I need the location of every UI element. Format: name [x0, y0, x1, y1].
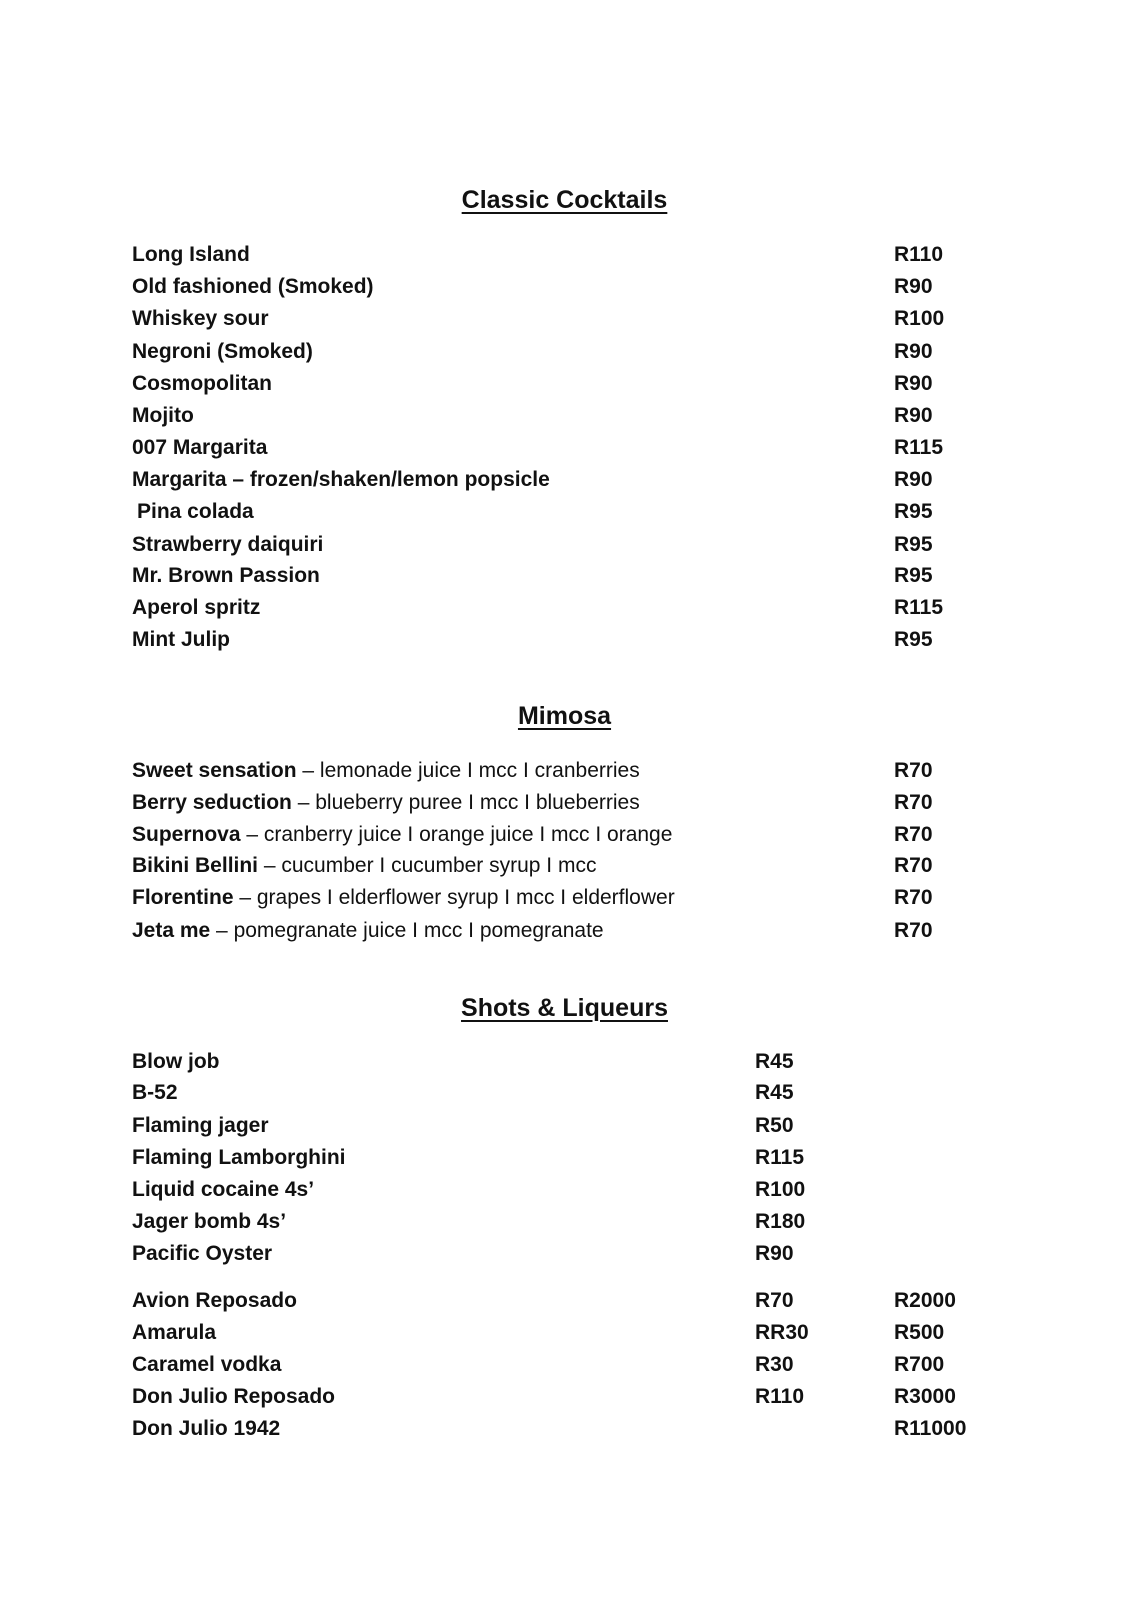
section-heading-classic-cocktails: Classic Cocktails	[461, 186, 668, 214]
item-name: Negroni (Smoked)	[132, 340, 313, 363]
list-item	[132, 433, 1012, 463]
shot-price: R45	[755, 1081, 794, 1104]
list-item	[132, 1175, 1012, 1205]
item-price: R95	[894, 564, 933, 587]
item-price: R95	[894, 533, 933, 556]
item-name-with-description	[132, 883, 675, 913]
list-item	[132, 401, 1012, 431]
item-name-with-description	[132, 851, 596, 881]
item-price: R70	[894, 759, 933, 782]
item-name: Mint Julip	[132, 628, 230, 651]
item-name: Sweet sensation	[132, 759, 297, 782]
item-name: Jager bomb 4s’	[132, 1210, 287, 1233]
item-name: Cosmopolitan	[132, 372, 272, 395]
item-name: 007 Margarita	[132, 436, 268, 459]
item-price: R70	[894, 886, 933, 909]
shot-price: R70	[755, 1289, 794, 1312]
item-price: R70	[894, 919, 933, 942]
item-name: Pacific Oyster	[132, 1242, 273, 1265]
list-item	[132, 272, 1012, 302]
list-item	[132, 1047, 1012, 1077]
list-item	[132, 820, 1012, 850]
bottle-price: R3000	[894, 1385, 956, 1408]
item-name: Don Julio Reposado	[132, 1385, 336, 1408]
item-description: – pomegranate juice I mcc I pomegranate	[210, 919, 604, 942]
shot-price: R30	[755, 1353, 794, 1376]
item-price: R115	[894, 596, 944, 619]
bottle-price: R11000	[894, 1417, 967, 1440]
list-item	[132, 593, 1012, 623]
item-price: R90	[894, 468, 933, 491]
section-heading-mimosa: Mimosa	[517, 702, 612, 730]
list-item	[132, 530, 1012, 560]
item-price: R70	[894, 854, 933, 877]
item-name: Caramel vodka	[132, 1353, 282, 1376]
item-name: Flaming jager	[132, 1114, 269, 1137]
item-name: Berry seduction	[132, 791, 292, 814]
item-price: R70	[894, 791, 933, 814]
bottle-price: R500	[894, 1321, 945, 1344]
bottle-price: R2000	[894, 1289, 956, 1312]
item-name: Margarita – frozen/shaken/lemon popsicle	[132, 468, 550, 491]
item-name: Old fashioned (Smoked)	[132, 275, 374, 298]
item-description: – grapes I elderflower syrup I mcc I elderflower	[233, 886, 675, 909]
item-name: Florentine	[132, 886, 234, 909]
list-item	[132, 1207, 1012, 1237]
item-name-with-description	[132, 756, 640, 786]
item-price: R110	[894, 243, 944, 266]
item-name: Mojito	[132, 404, 194, 427]
shot-price: R45	[755, 1050, 794, 1073]
list-item	[132, 240, 1012, 270]
list-item	[132, 1111, 1012, 1141]
item-name-with-description	[132, 788, 640, 818]
list-item	[132, 497, 1012, 527]
item-name: Mr. Brown Passion	[132, 564, 320, 587]
item-name: Flaming Lamborghini	[132, 1146, 346, 1169]
shot-price: R115	[755, 1146, 805, 1169]
list-item	[132, 369, 1012, 399]
shot-price: RR30	[755, 1321, 809, 1344]
list-item	[132, 883, 1012, 913]
list-item	[132, 1143, 1012, 1173]
list-item	[132, 1350, 1012, 1380]
section-heading-shots-liqueurs: Shots & Liqueurs	[461, 994, 668, 1022]
item-name: Pina colada	[137, 500, 254, 523]
item-name: Amarula	[132, 1321, 217, 1344]
list-item	[132, 1382, 1012, 1412]
item-name: Strawberry daiquiri	[132, 533, 324, 556]
item-description: – cucumber I cucumber syrup I mcc	[258, 854, 597, 877]
item-price: R90	[894, 404, 933, 427]
item-name: Liquid cocaine 4s’	[132, 1178, 315, 1201]
list-item	[132, 1078, 1012, 1108]
list-item	[132, 916, 1012, 946]
item-price: R70	[894, 823, 933, 846]
item-name-with-description	[132, 820, 672, 850]
item-price: R90	[894, 275, 933, 298]
list-item	[132, 1414, 1012, 1444]
item-name: Avion Reposado	[132, 1289, 297, 1312]
item-description: – lemonade juice I mcc I cranberries	[296, 759, 640, 782]
shot-price: R110	[755, 1385, 805, 1408]
shot-price: R100	[755, 1178, 806, 1201]
item-name: Aperol spritz	[132, 596, 261, 619]
item-price: R100	[894, 307, 945, 330]
list-item	[132, 1318, 1012, 1348]
item-name: Jeta me	[132, 919, 211, 942]
list-item	[132, 465, 1012, 495]
item-price: R90	[894, 372, 933, 395]
bottle-price: R700	[894, 1353, 945, 1376]
item-price: R90	[894, 340, 933, 363]
list-item	[132, 625, 1012, 655]
list-item	[132, 1286, 1012, 1316]
item-description: – cranberry juice I orange juice I mcc I orange	[240, 823, 673, 846]
item-name-with-description	[132, 916, 604, 946]
shot-price: R180	[755, 1210, 806, 1233]
item-name: Supernova	[132, 823, 241, 846]
list-item	[132, 304, 1012, 334]
list-item	[132, 1239, 1012, 1269]
item-name: Bikini Bellini	[132, 854, 259, 877]
shot-price: R90	[755, 1242, 794, 1265]
item-price: R95	[894, 500, 933, 523]
item-name: Don Julio 1942	[132, 1417, 281, 1440]
item-name: B-52	[132, 1081, 178, 1104]
list-item	[132, 788, 1012, 818]
list-item	[132, 756, 1012, 786]
list-item	[132, 561, 1012, 591]
list-item	[132, 851, 1012, 881]
item-name: Long Island	[132, 243, 250, 266]
item-price: R95	[894, 628, 933, 651]
item-name: Blow job	[132, 1050, 220, 1073]
item-price: R115	[894, 436, 944, 459]
list-item	[132, 337, 1012, 367]
item-name: Whiskey sour	[132, 307, 269, 330]
shot-price: R50	[755, 1114, 794, 1137]
item-description: – blueberry puree I mcc I blueberries	[291, 791, 640, 814]
